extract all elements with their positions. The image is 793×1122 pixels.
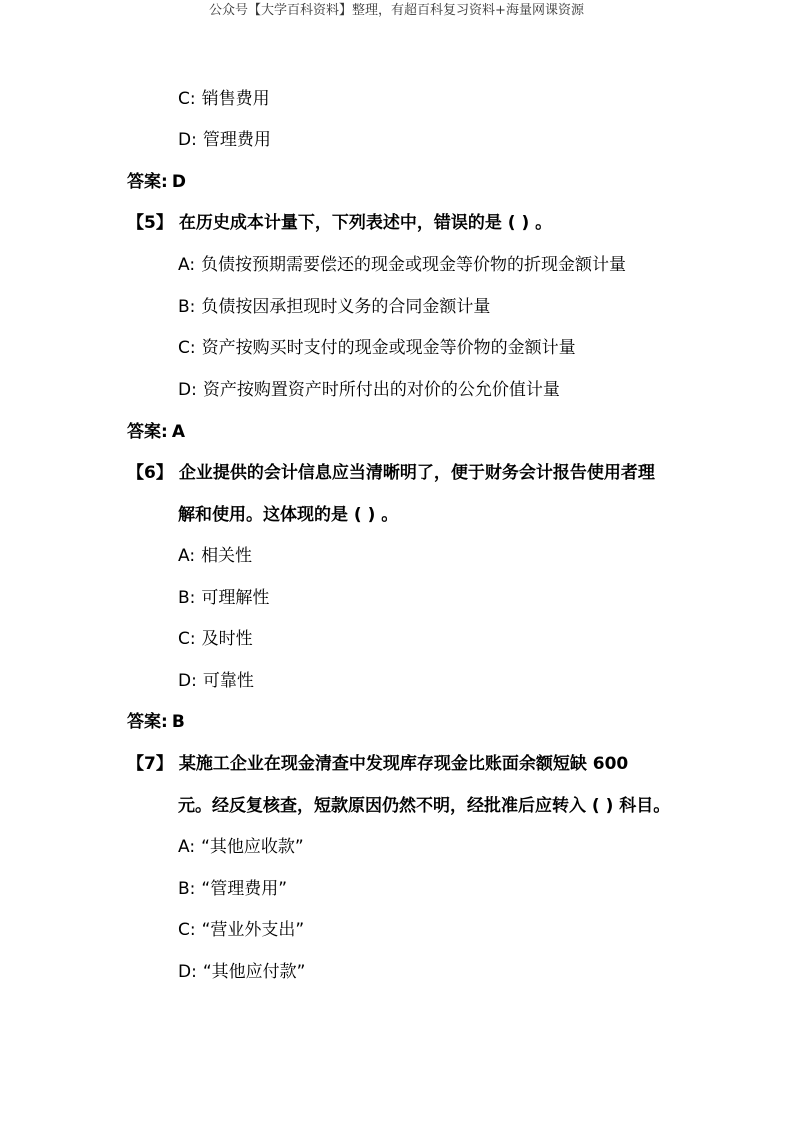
- option-text: 负债按因承担现时义务的合同金额计量: [201, 297, 491, 317]
- option-text: “管理费用”: [201, 879, 288, 899]
- answer-row: [127, 711, 185, 733]
- option-text: “营业外支出”: [201, 920, 305, 940]
- option-text: 资产按购买时支付的现金或现金等价物的金额计量: [201, 338, 576, 358]
- option-row: [178, 587, 269, 609]
- answer-value: B: [171, 712, 185, 732]
- question-row: [127, 212, 552, 234]
- option-letter: B:: [178, 297, 196, 317]
- question-number: 【7】: [127, 754, 173, 774]
- question-row: [127, 753, 628, 775]
- option-text: 可靠性: [202, 671, 254, 691]
- option-text: 可理解性: [201, 588, 270, 608]
- option-text: 负债按预期需要偿还的现金或现金等价物的折现金额计量: [201, 255, 627, 275]
- question-text: 企业提供的会计信息应当清晰明了，便于财务会计报告使用者理: [178, 463, 655, 483]
- answer-row: [127, 421, 185, 443]
- option-letter: C:: [178, 629, 196, 649]
- option-row: [178, 670, 254, 692]
- answer-label: 答案:: [127, 422, 168, 442]
- option-row: [178, 545, 252, 567]
- option-letter: A:: [178, 255, 196, 275]
- option-letter: D:: [178, 671, 197, 691]
- option-letter: D:: [178, 380, 197, 400]
- question-continuation: [178, 795, 670, 817]
- option-text: 及时性: [201, 629, 253, 649]
- option-row: [178, 379, 560, 401]
- option-text: 销售费用: [201, 89, 270, 109]
- question-number: 【5】: [127, 213, 173, 233]
- answer-value: A: [171, 422, 185, 442]
- option-letter: C:: [178, 89, 196, 109]
- option-text: “其他应收款”: [201, 837, 304, 857]
- option-text: “其他应付款”: [202, 962, 306, 982]
- option-letter: D:: [178, 130, 197, 150]
- option-row: [178, 961, 305, 983]
- option-text: 资产按购置资产时所付出的对价的公允价值计量: [202, 380, 560, 400]
- answer-label: 答案:: [127, 172, 168, 192]
- answer-row: [127, 171, 186, 193]
- option-text: 管理费用: [202, 130, 271, 150]
- option-row: [178, 296, 490, 318]
- question-text: 某施工企业在现金清查中发现库存现金比账面余额短缺 600: [178, 754, 629, 774]
- option-row: [178, 919, 304, 941]
- option-row: [178, 337, 576, 359]
- answer-value: D: [171, 172, 186, 192]
- option-letter: D:: [178, 962, 197, 982]
- question-number: 【6】: [127, 463, 173, 483]
- option-letter: C:: [178, 338, 196, 358]
- option-letter: A:: [178, 837, 196, 857]
- option-row: [178, 836, 304, 858]
- option-row: [178, 88, 270, 110]
- question-text: 在历史成本计量下，下列表述中，错误的是 ( ) 。: [178, 213, 553, 233]
- option-letter: B:: [178, 588, 196, 608]
- question-text: 解和使用。这体现的是 ( ) 。: [178, 505, 399, 525]
- answer-label: 答案:: [127, 712, 168, 732]
- option-row: [178, 878, 287, 900]
- option-text: 相关性: [201, 546, 253, 566]
- option-row: [178, 628, 253, 650]
- option-letter: C:: [178, 920, 196, 940]
- option-row: [178, 129, 271, 151]
- option-letter: A:: [178, 546, 196, 566]
- question-row: [127, 462, 655, 484]
- option-letter: B:: [178, 879, 196, 899]
- question-continuation: [178, 504, 398, 526]
- question-text: 元。经反复核查，短款原因仍然不明，经批准后应转入 ( ) 科目。: [178, 796, 671, 816]
- page-header: 公众号【大学百科资料】整理，有超百科复习资料+海量网课资源: [209, 3, 584, 18]
- option-row: [178, 254, 626, 276]
